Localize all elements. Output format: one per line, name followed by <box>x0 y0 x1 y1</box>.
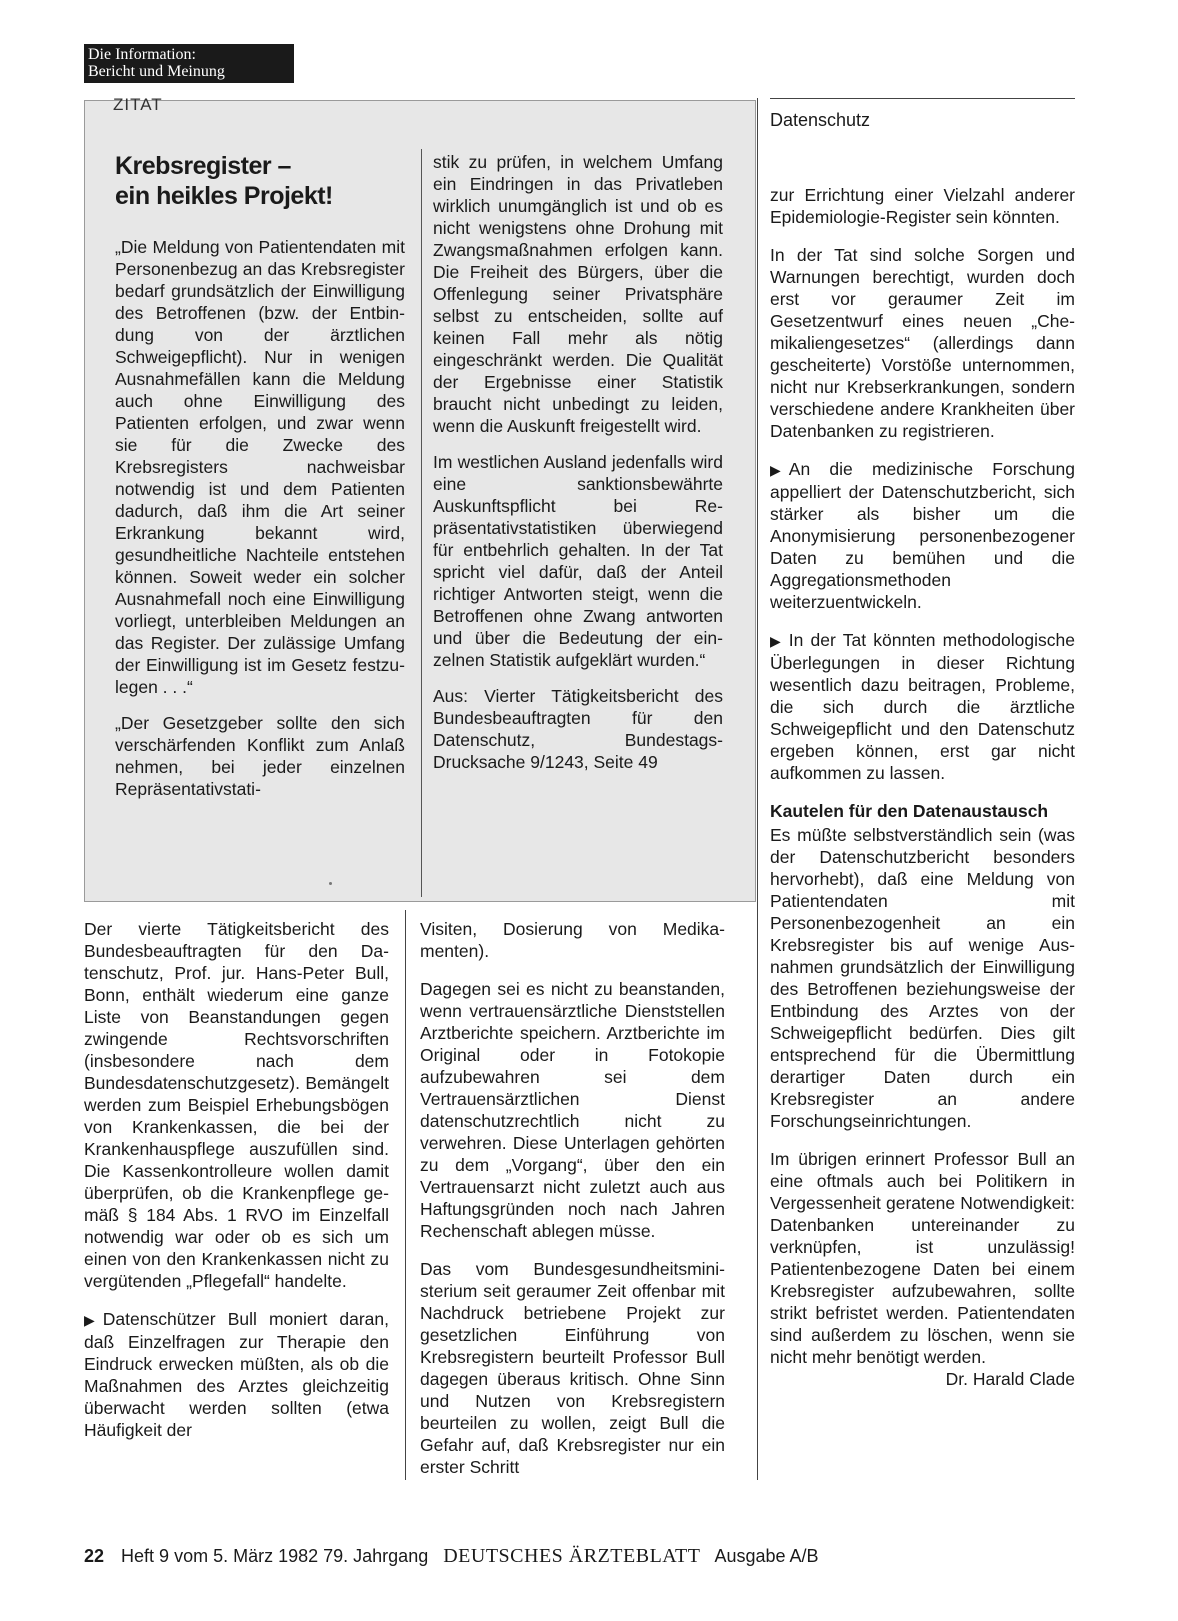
journal-name: DEUTSCHES ÄRZTEBLATT <box>443 1545 701 1567</box>
article-column-1 <box>84 918 389 1457</box>
page-footer <box>84 1545 819 1568</box>
bullet-triangle-icon: ▶ <box>770 462 781 478</box>
quote-title-line2: ein heikles Projekt! <box>115 182 333 210</box>
section-header-line2: Bericht und Meinung <box>88 63 225 80</box>
print-speck <box>329 882 332 885</box>
edition-info: Ausgabe A/B <box>714 1546 819 1566</box>
article-paragraph: In der Tat sind solche Sorgen und Warnungen berechtigt, wurden doch erst vor geraumer Zeit im Gesetzentwurf eines neuen „Chemikaliengesetzes“ (allerdings dann gescheiterte) Vorstöße unternommen, nicht nur Krebserkrankungen, sondern verschiedene andere Krankheiten über Datenbanken zu registrieren. <box>770 245 1075 441</box>
quote-paragraph: stik zu prüfen, in welchem Umfang ein Eindringen in das Privatleben wirklich unumgänglich ist und ob es nicht wenigstens ohne Drohung mit Zwangsmaßnahmen erfolgen kann. Die Freiheit des Bürgers, über die Offenlegung seiner Privatsphäre selbst zu entscheiden, sollte auf keinen Fall mehr als nötig eingeschränkt werden. Die Qualität der Ergebnisse einer Statistik braucht nicht unbedingt zu leiden, wenn die Auskunft freigestellt wird. <box>433 152 723 436</box>
article-paragraph <box>84 1308 389 1441</box>
article-paragraph-text: Datenschützer Bull moniert daran, daß Einzelfragen zur Therapie den Eindruck erwecken müßten, als ob die Maßnahmen des Arztes gleichzeitig überwacht werden sollten (etwa Häufigkeit der <box>84 1309 389 1440</box>
quote-left-column <box>115 236 405 814</box>
article-paragraph-text: In der Tat könnten methodologische Überlegungen in dieser Richtung wesentlich dazu beitragen, Probleme, die sich durch die ärztliche Schweigepflicht und den Datenschutz ergeben können, erst gar nicht aufkommen zu lassen. <box>770 630 1075 783</box>
section-label: Datenschutz <box>770 110 871 130</box>
section-top-rule <box>770 98 1075 99</box>
quote-source: Aus: Vierter Tätigkeitsbericht des Bundesbeauftragten für den Datenschutz, Bundestags-Drucksache 9/1243, Seite 49 <box>433 686 723 772</box>
article-subheading: Kautelen für den Datenaustausch <box>770 801 1049 821</box>
article-paragraph: Im übrigen erinnert Professor Bull an eine oftmals auch bei Politikern in Vergessenheit geratene Notwendigkeit: Datenbanken untereinander zu verknüpfen, ist unzulässig! Patientenbezogene Daten bei einem Krebsregister aufzubewahren, sollte strikt befristet werden. Patientendaten sind außerdem zu löschen, wenn sie nicht mehr benötigt werden. <box>770 1149 1075 1367</box>
issue-info: Heft 9 vom 5. März 1982 79. Jahrgang <box>121 1546 429 1566</box>
author-signature: Dr. Harald Clade <box>945 1369 1075 1389</box>
quote-title <box>115 151 333 211</box>
article-paragraph: Dagegen sei es nicht zu beanstanden, wenn vertrauensärztliche Dienststellen Arztberichte speichern. Arztberichte im Original oder in Fotokopie aufzubewahren sei dem Vertrauensärztlichen Dienst datenschutzrechtlich nicht zu verwehren. Diese Unterlagen gehörten zu dem „Vorgang“, über den ein Vertrauensarzt nicht zuletzt auch aus Haftungsgründen noch nach Jahren Rechenschaft ablegen müsse. <box>420 979 725 1241</box>
bullet-triangle-icon: ▶ <box>770 633 781 649</box>
article-paragraph-text: An die medizinische Forschung appelliert der Datenschutzbericht, sich stärker als bisher um die Anonymisierung personenbezogener Daten zu bemühen und die Aggregationsmethoden weiterzuentwickeln. <box>770 459 1075 612</box>
quote-paragraph: „Der Gesetzgeber sollte den sich verschärfenden Konflikt zum Anlaß nehmen, bei jeder einzelnen Repräsentativstati- <box>115 713 405 799</box>
quote-title-line1: Krebsregister – <box>115 152 291 180</box>
bullet-triangle-icon: ▶ <box>84 1312 95 1328</box>
article-paragraph: Es müßte selbstverständlich sein (was der Datenschutzbericht besonders hervorhebt), daß eine Meldung von Patientendaten mit Personenbezogenheit an ein Krebsregister bis auf wenige Ausnahmen grundsätzlich der Einwilligung des Betroffenen beziehungsweise der Entbindung des Arztes von der Schweigepflicht bedürfen. Dies gilt entsprechend für die Übermittlung derartiger Daten durch ein Krebsregister an andere Forschungseinrichtungen. <box>770 825 1075 1131</box>
column-rule-2 <box>757 98 758 1480</box>
article-column-2 <box>420 918 725 1494</box>
article-paragraph: Das vom Bundesgesundheitsministerium seit geraumer Zeit offenbar mit Nachdruck betriebene Projekt zur gesetzlichen Einführung von Krebsregistern beurteilt Professor Bull dagegen überaus kritisch. Ohne Sinn und Nutzen von Krebsregistern beurteilen zu wollen, zeigt Bull die Gefahr auf, daß Krebsregister nur ein erster Schritt <box>420 1259 725 1477</box>
quote-box <box>84 95 756 902</box>
article-paragraph: Visiten, Dosierung von Medikamenten). <box>420 919 725 961</box>
article-column-3 <box>770 184 1075 1406</box>
article-paragraph <box>770 458 1075 613</box>
section-header-line1: Die Information: <box>88 46 196 63</box>
quote-label: ZITAT <box>113 95 163 114</box>
quote-column-divider <box>421 149 422 897</box>
article-paragraph: zur Errichtung einer Vielzahl anderer Epidemiologie-Register sein könnten. <box>770 185 1075 227</box>
column-rule-1 <box>405 910 406 1480</box>
quote-paragraph: Im westlichen Ausland jedenfalls wird eine sanktionsbewährte Auskunftspflicht bei Repräsentativstatistiken überwiegend für entbehrlich gehalten. In der Tat spricht viel dafür, daß der Anteil richtiger Antworten steigt, wenn die Betroffenen ohne Zwang antworten und über die Bedeutung der einzelnen Statistik aufgeklärt wurden.“ <box>433 452 723 670</box>
quote-paragraph: „Die Meldung von Patientendaten mit Personenbezug an das Krebsregister bedarf grundsätzlich der Einwilligung des Betroffenen (bzw. der Entbindung von der ärztlichen Schweigepflicht). Nur in wenigen Ausnahmefällen kann die Meldung auch ohne Einwilligung des Patienten erfolgen, und zwar wenn sie für die Zwecke des Krebsregisters nachweisbar notwendig ist und dem Patienten dadurch, daß ihm die Art seiner Erkrankung bekannt wird, gesundheitliche Nachteile entstehen können. Soweit weder ein solcher Ausnahmefall noch eine Einwilligung vorliegt, unterbleiben Meldungen an das Register. Der zulässige Umfang der Einwilligung ist im Gesetz festzulegen . . .“ <box>115 237 405 697</box>
page-number: 22 <box>84 1546 105 1566</box>
quote-right-column <box>433 151 723 787</box>
section-header-box <box>84 44 294 83</box>
article-paragraph: Der vierte Tätigkeitsbericht des Bundesbeauftragten für den Datenschutz, Prof. jur. Hans-Peter Bull, Bonn, enthält wiederum eine ganze Liste von Beanstandungen gegen zwingende Rechtsvorschriften (insbesondere nach dem Bundesdatenschutzgesetz). Bemängelt werden zum Beispiel Erhebungsbögen von Krankenkassen, die bei der Krankenhauspflege auszufüllen sind. Die Kassenkontrolleure wollen damit überprüfen, ob die Krankenpflege gemäß § 184 Abs. 1 RVO im Einzelfall notwendig war oder ob es sich um einen von den Krankenkassen nicht zu vergütenden „Pflegefall“ handelte. <box>84 919 389 1291</box>
article-paragraph <box>770 629 1075 784</box>
